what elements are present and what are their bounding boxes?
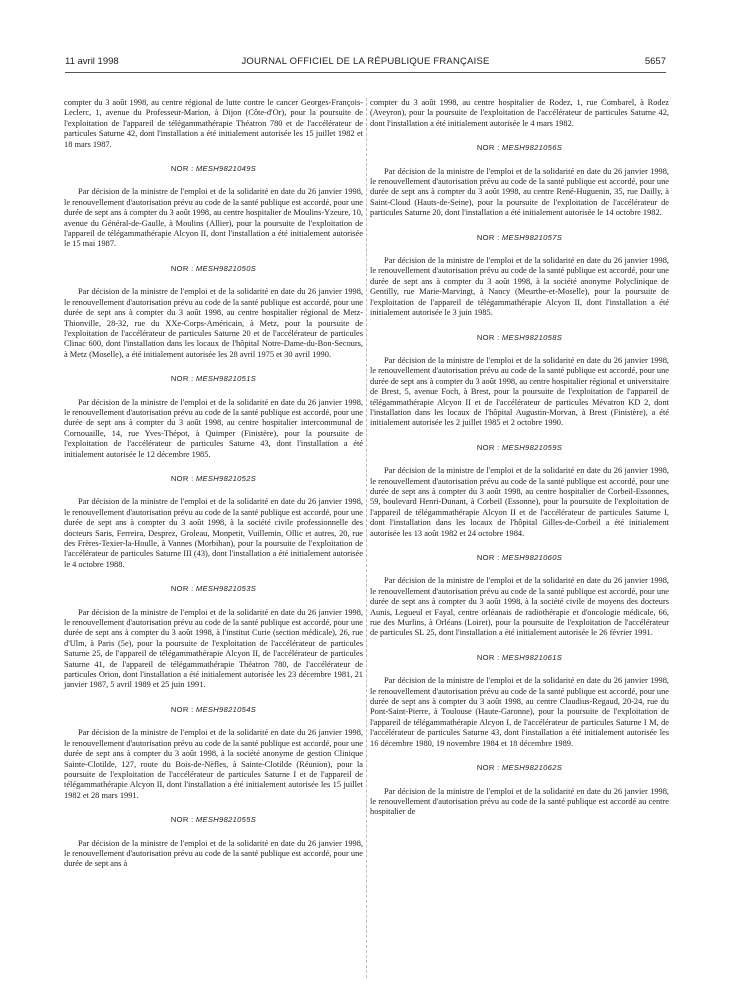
decision-paragraph: Par décision de la ministre de l'emploi et de la solidarité en date du 26 janvier 1998, le renouvellement d'autorisation prévu au code de la santé publique est accordé, pour une durée de sept ans à compter du 3 août 1998, au centre hospitalier régional et universitaire de Brest, 5, avenue Foch, à Brest, pour la poursuite de l'exploitation de l'appareil de télégammathérapie Alcyon II et de l'accélérateur de particules Mévatron KD 2, dont l'installation dans les locaux de l'hôpital Augustin-Morvan, à Brest (Finistère), a été initialement autorisée les 2 juillet 1985 et 2 octobre 1990. (370, 355, 669, 428)
decision-paragraph: Par décision de la ministre de l'emploi et de la solidarité en date du 26 janvier 1998, le renouvellement d'autorisation prévu au code de la santé publique est accordé, pour une durée de sept ans à compter du 3 août 1998, à la société civile de moyens des docteurs Aunis, Legueul et Fayal, centre orléanais de radiothérapie et d'oncologie médicale, 66, rue des Murlins, à Orléans (Loiret), pour la poursuite de l'exploitation de l'accélérateur de particules SL 25, dont l'installation a été initialement autorisée le 26 février 1991. (370, 576, 669, 638)
nor-label: NOR : (476, 143, 500, 153)
decision-paragraph: Par décision de la ministre de l'emploi et de la solidarité en date du 26 janvier 1998, le renouvellement d'autorisation prévu au code de la santé publique est accordé, pour une durée de sept ans à compter du 3 août 1998, au centre hospitalier de Moulins-Yzeure, 10, avenue du Général-de-Gaulle, à Moulins (Allier), pour la poursuite de l'exploitation de l'appareil de télégammathérapie Alcyon II, dont l'installation a été initialement autorisée le 15 mai 1987. (64, 187, 363, 249)
left-column (64, 98, 363, 870)
nor-label: NOR : (476, 232, 500, 242)
nor-reference (370, 143, 669, 153)
nor-label: NOR : (170, 374, 194, 384)
decision-paragraph: Par décision de la ministre de l'emploi et de la solidarité en date du 26 janvier 1998, le renouvellement d'autorisation prévu au code de la santé publique est accordé, pour une durée de sept ans à compter du 3 août 1998, au centre hospitalier de Corbeil-Essonnes, 59, boulevard Henri-Dunant, à Corbeil (Essonne), pour la poursuite de l'exploitation de l'appareil de télégammathérapie Alcyon II et de l'accélérateur de particules Saturne I, dont l'installation dans les locaux de l'hôpital Gilles-de-Corbeil a été initialement autorisée les 13 août 1982 et 24 octobre 1984. (370, 466, 669, 538)
header-rule (65, 72, 666, 73)
page-number: 5657 (644, 56, 666, 67)
nor-code: MESH9821053S (195, 584, 257, 594)
nor-reference (370, 333, 669, 343)
nor-code: MESH9821060S (501, 553, 563, 562)
decision-paragraph: Par décision de la ministre de l'emploi et de la solidarité en date du 26 janvier 1998, le renouvellement d'autorisation prévu au code de la santé publique est accordé au centre hospitalier de (370, 786, 669, 817)
nor-label: NOR : (170, 263, 194, 273)
right-column (370, 98, 669, 818)
decision-paragraph: Par décision de la ministre de l'emploi et de la solidarité en date du 26 janvier 1998, le renouvellement d'autorisation prévu au code de la santé publique est accordé, pour une durée de sept ans à compter du 3 août 1998, au centre hospitalier régional de Metz-Thionville, 28-32, rue du XXe-Corps-Américain, à Metz, pour la poursuite de l'exploitation de l'accélérateur de particules Saturne 20 et de l'accélérateur de particules Clinac 600, dont l'installation dans les locaux de l'hôpital Notre-Dame-du-Bon-Secours, à Metz (Moselle), a été initialement autorisée les 28 avril 1975 et 30 avril 1990. (64, 287, 363, 359)
nor-reference (64, 705, 363, 715)
nor-code: MESH9821057S (501, 232, 563, 242)
nor-label: NOR : (476, 553, 500, 562)
header-date: 11 avril 1998 (65, 56, 119, 67)
decision-paragraph: Par décision de la ministre de l'emploi et de la solidarité en date du 26 janvier 1998, le renouvellement d'autorisation prévu au code de la santé publique est accordé, pour une durée de sept ans à compter du 3 août 1998, au centre hospitalier intercommunal de Cornouaille, 14, rue Yves-Thépot, à Quimper (Finistère), pour la poursuite de l'exploitation de l'accélérateur de particules Saturne 43, dont l'installation a été initialement autorisée le 12 décembre 1985. (64, 397, 363, 459)
nor-code: MESH9821055S (195, 815, 257, 825)
nor-label: NOR : (170, 164, 194, 174)
column-divider (366, 98, 367, 978)
nor-code: MESH9821059S (501, 442, 563, 452)
nor-code: MESH9821061S (501, 652, 563, 662)
nor-code: MESH9821049S (195, 164, 257, 174)
nor-label: NOR : (170, 584, 194, 594)
decision-paragraph: Par décision de la ministre de l'emploi et de la solidarité en date du 26 janvier 1998, le renouvellement d'autorisation prévu au code de la santé publique est accordé, pour une durée de sept ans à compter du 3 août 1998, à la société civile professionnelle des docteurs Saris, Ferreira, Desprez, Groleau, Monpetit, Vuillemin, Ollic et autres, 20, rue des Frères-Texier-la-Houlle, à Vannes (Morbihan), pour la poursuite de l'exploitation de l'accélérateur de particules Saturne III (43), dont l'installation a été initialement autorisée le 4 octobre 1988. (64, 497, 363, 569)
nor-code: MESH9821051S (195, 374, 257, 384)
nor-reference (64, 374, 363, 384)
decision-paragraph: Par décision de la ministre de l'emploi et de la solidarité en date du 26 janvier 1998, le renouvellement d'autorisation prévu au code de la santé publique est accordé, pour une durée de sept ans à compter du 3 août 1998, à l'institut Curie (section médicale), 26, rue d'Ulm, à Paris (5e), pour la poursuite de l'exploitation de l'accélérateur de particules Saturne 25, de l'appareil de télégammathérapie Alcyon II, de l'accélérateur de particules Saturne 41, de l'appareil de télégammathérapie Théatron 780, de l'accélérateur de particules Orion, dont l'installation a été initialement autorisée les 23 décembre 1981, 21 janvier 1987, 5 avril 1989 et 25 juin 1991. (64, 607, 363, 690)
nor-code: MESH9821052S (195, 473, 257, 483)
nor-reference (64, 164, 363, 174)
nor-label: NOR : (170, 815, 194, 825)
journal-title: JOURNAL OFFICIEL DE LA RÉPUBLIQUE FRANÇAISE (241, 56, 490, 67)
nor-label: NOR : (476, 652, 500, 662)
nor-label: NOR : (476, 442, 500, 452)
nor-reference (370, 233, 669, 243)
decision-paragraph: Par décision de la ministre de l'emploi et de la solidarité en date du 26 janvier 1998, le renouvellement d'autorisation prévu au code de la santé publique est accordé, pour une durée de sept ans à compter du 3 août 1998, à la société anonyme de gestion Clinique Sainte-Clotilde, 127, route du Bois-de-Nèfles, à Sainte-Clotilde (Réunion), pour la poursuite de l'exploitation de l'accélérateur de particules Saturne I et de l'appareil de télégammathérapie Alcyon II, dont l'installation a été initialement autorisée les 15 juillet 1982 et 28 mars 1991. (64, 728, 363, 800)
nor-code: MESH9821056S (501, 143, 563, 153)
nor-code: MESH9821050S (195, 263, 257, 273)
nor-code: MESH9821062S (501, 763, 563, 773)
nor-reference (370, 553, 669, 563)
decision-paragraph: Par décision de la ministre de l'emploi et de la solidarité en date du 26 janvier 1998, le renouvellement d'autorisation prévu au code de la santé publique est accordé, pour une durée de sept ans à compter du 3 août 1998, au centre Claudius-Regaud, 20-24, rue du Pont-Saint-Pierre, à Toulouse (Haute-Garonne), pour la poursuite de l'exploitation de l'appareil de télégammathérapie Alcyon I, de l'accélérateur de particules Saturne I M, de l'accélérateur de particules Saturne 43, dont l'installation a été initialement autorisée les 16 décembre 1980, 19 novembre 1984 et 18 décembre 1989. (370, 676, 669, 748)
decision-paragraph: Par décision de la ministre de l'emploi et de la solidarité en date du 26 janvier 1998, le renouvellement d'autorisation prévu au code de la santé publique est accordé, pour une durée de sept ans à compter du 3 août 1998, au centre René-Huguenin, 35, rue Dailly, à Saint-Cloud (Hauts-de-Seine), pour la poursuite de l'exploitation de l'accélérateur de particules Saturne 20, dont l'installation a été initialement autorisée le 14 octobre 1982. (370, 166, 669, 218)
nor-code: MESH9821058S (501, 332, 563, 342)
nor-reference (64, 264, 363, 274)
nor-reference (370, 763, 669, 773)
decision-paragraph: Par décision de la ministre de l'emploi et de la solidarité en date du 26 janvier 1998, le renouvellement d'autorisation prévu au code de la santé publique est accordé, pour une durée de sept ans à compter du 3 août 1998, à la société anonyme Polyclinique de Gentilly, rue Marie-Marvingt, à Nancy (Meurthe-et-Moselle), pour la poursuite de l'exploitation de l'appareil de télégammathérapie Alcyon II, dont l'installation a été initialement autorisée le 3 juin 1985. (370, 256, 669, 318)
decision-paragraph: compter du 3 août 1998, au centre hospitalier de Rodez, 1, rue Combarel, à Rodez (Aveyron), pour la poursuite de l'exploitation de l'accélérateur de particules Saturne 42, dont l'installation a été initialement autorisée le 4 mars 1982. (370, 98, 669, 128)
nor-label: NOR : (170, 704, 194, 714)
nor-label: NOR : (476, 763, 500, 773)
decision-paragraph: compter du 3 août 1998, au centre régional de lutte contre le cancer Georges-François-Leclerc, 1, avenue du Professeur-Marion, à Dijon (Côte-d'Or), pour la poursuite de l'exploitation de l'appareil de télégammathérapie Théatron 780 et de l'accélérateur de particules Saturne 42, dont l'installation a été initialement autorisée les 15 juillet 1982 et 18 mars 1987. (64, 98, 363, 149)
nor-reference (64, 474, 363, 484)
nor-label: NOR : (476, 332, 500, 342)
nor-reference (64, 815, 363, 825)
nor-reference (370, 653, 669, 663)
nor-reference (64, 584, 363, 594)
nor-label: NOR : (170, 473, 194, 483)
decision-paragraph: Par décision de la ministre de l'emploi et de la solidarité en date du 26 janvier 1998, le renouvellement d'autorisation prévu au code de la santé publique est accordé, pour une durée de sept ans à (64, 838, 363, 869)
nor-reference (370, 443, 669, 453)
nor-code: MESH9821054S (195, 704, 257, 714)
page-header (65, 56, 666, 72)
